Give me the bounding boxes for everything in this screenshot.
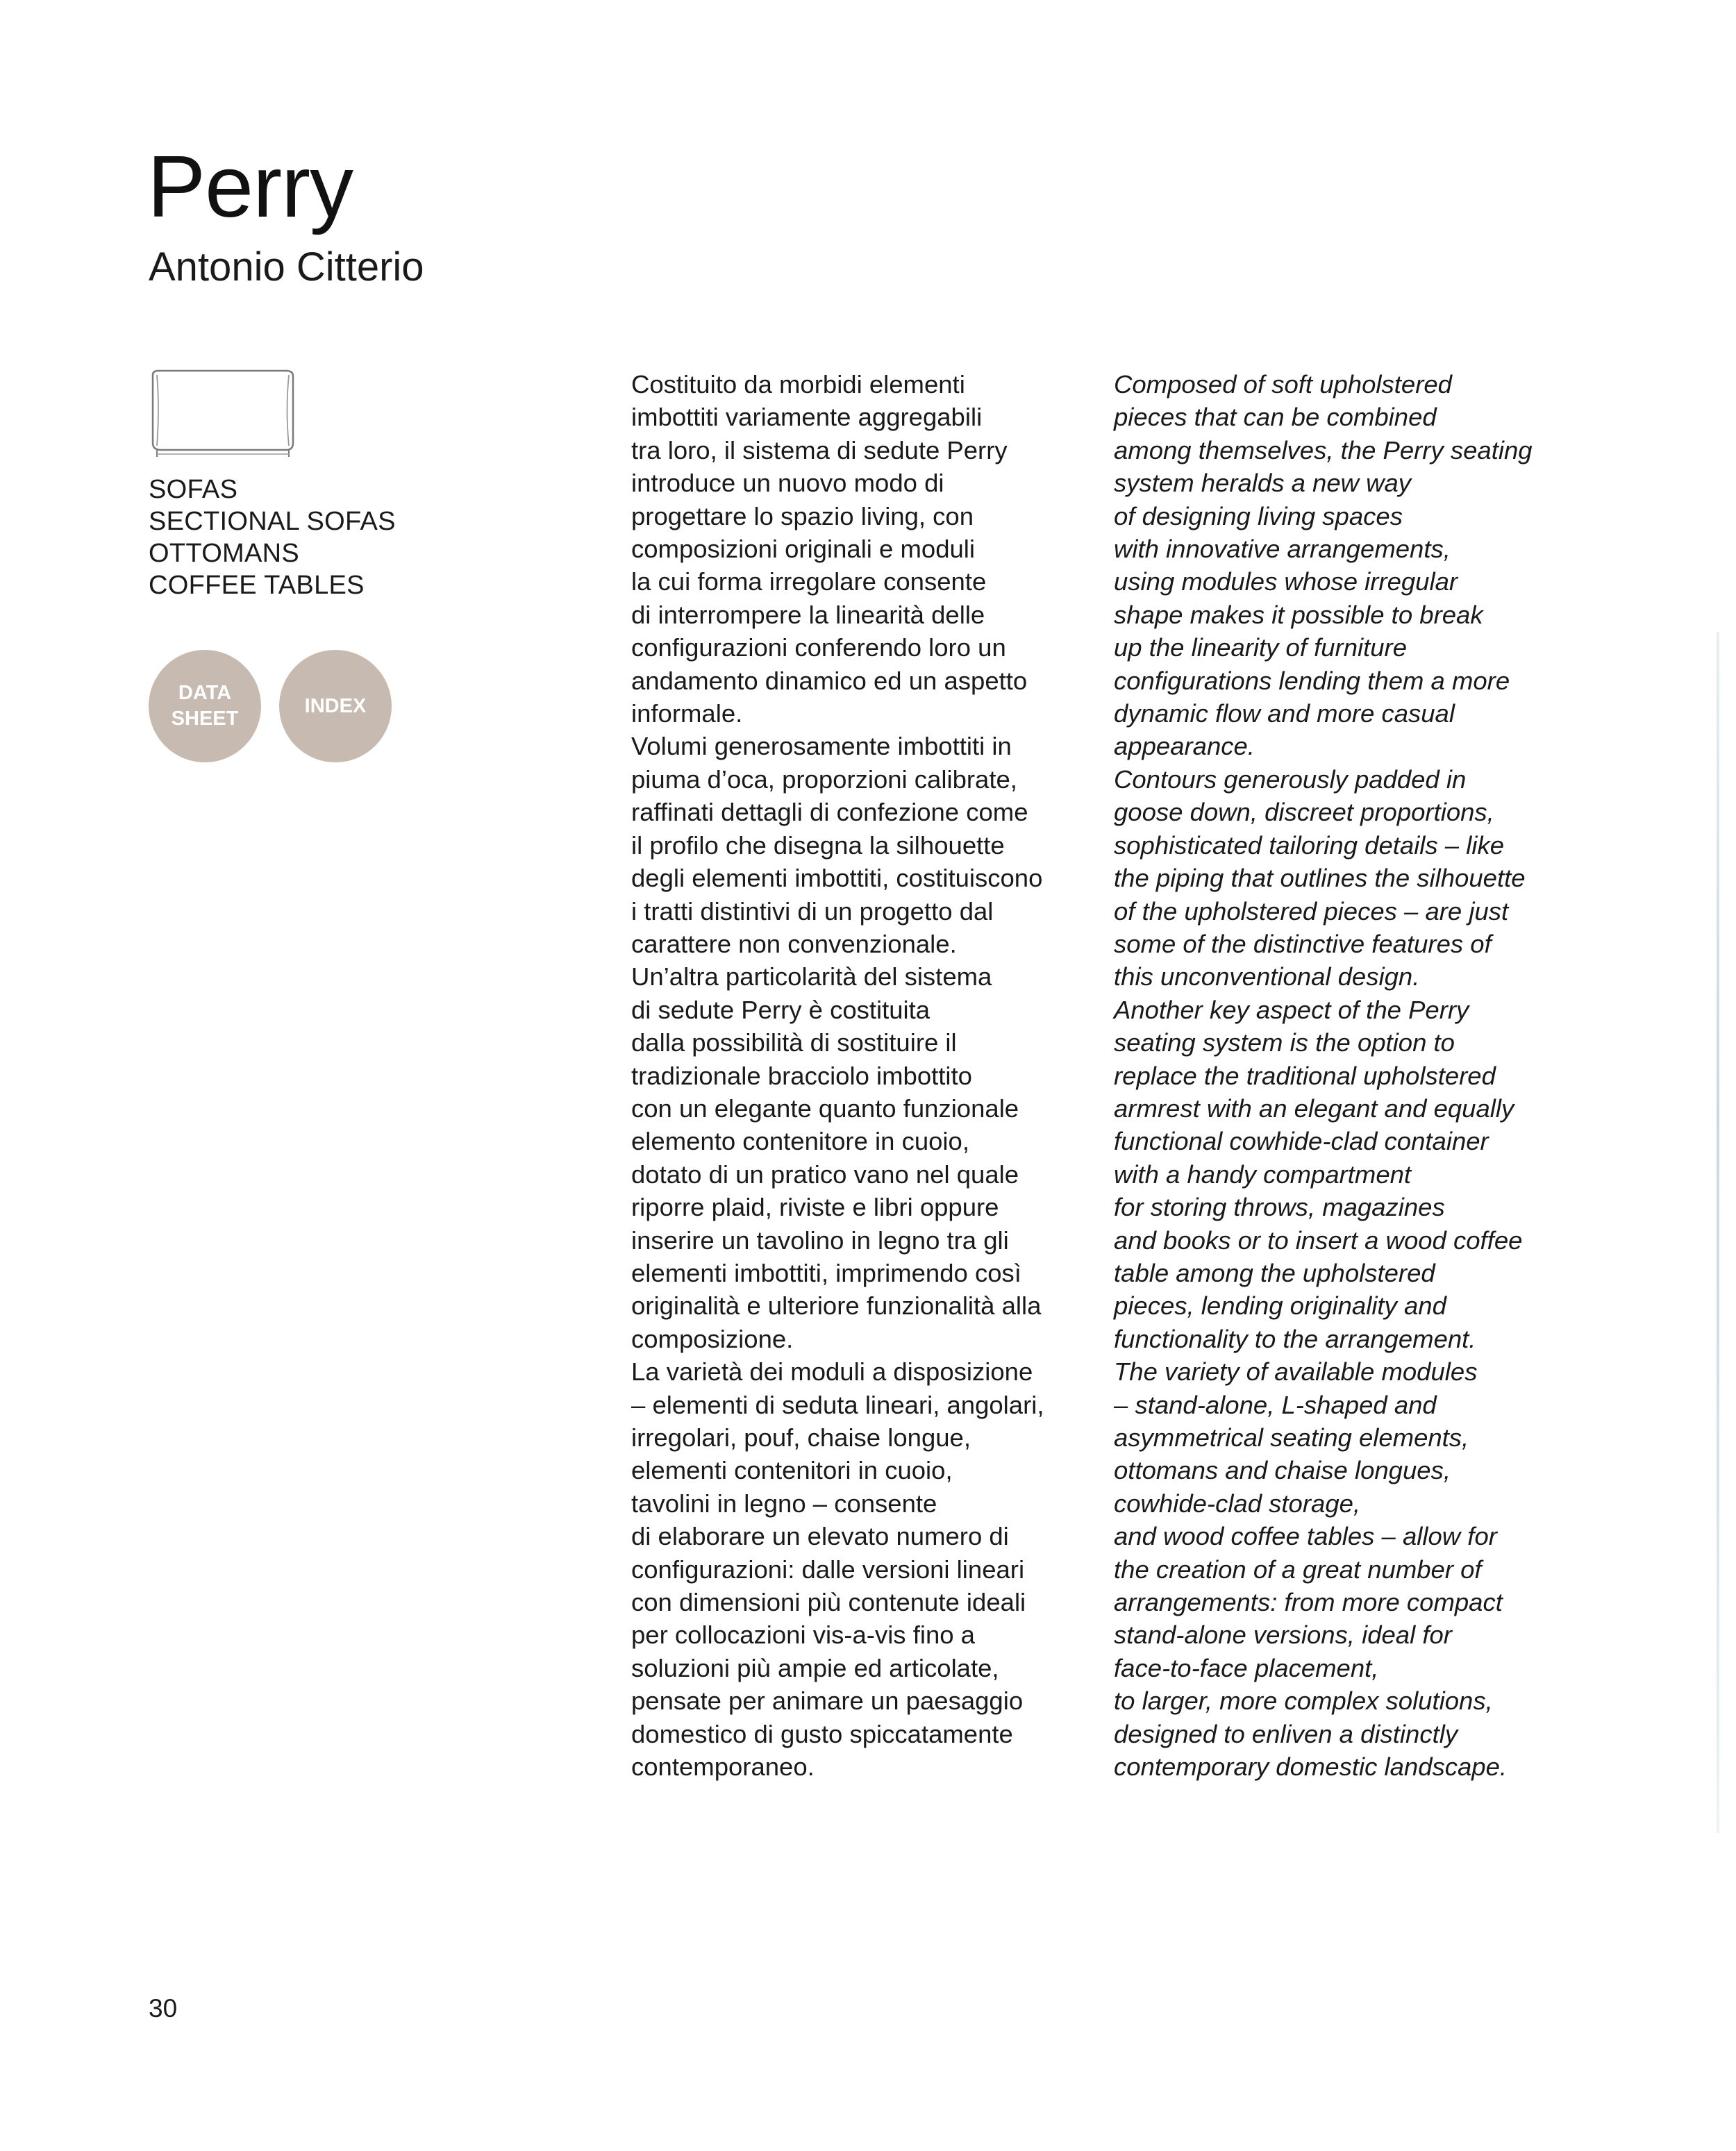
category-sofas: SOFAS [149, 475, 238, 504]
italian-text-line: progettare lo spazio living, con [631, 501, 974, 530]
english-text-line: up the linearity of furniture [1114, 633, 1408, 662]
italian-text-line: configurazioni conferendo loro un [631, 633, 1006, 662]
english-text-line: Composed of soft upholstered [1114, 370, 1452, 399]
english-text-line: and books or to insert a wood coffee [1114, 1225, 1523, 1255]
english-text-line: functionality to the arrangement. [1114, 1324, 1476, 1353]
italian-text-line: tradizionale bracciolo imbottito [631, 1061, 972, 1090]
english-text-line: Another key aspect of the Perry [1114, 995, 1469, 1024]
italian-text-line: Volumi generosamente imbottiti in [631, 732, 1012, 761]
italian-text-line: contemporaneo. [631, 1752, 815, 1782]
english-text-line: pieces, lending originality and [1114, 1291, 1446, 1321]
english-text-line: to larger, more complex solutions, [1114, 1687, 1493, 1716]
english-text-line: sophisticated tailoring details – like [1114, 830, 1505, 860]
italian-text-line: Un’altra particolarità del sistema [631, 962, 992, 991]
english-text-line: cowhide-clad storage, [1114, 1489, 1361, 1518]
italian-text-line: andamento dinamico ed un aspetto [631, 666, 1028, 695]
english-text-line: of the upholstered pieces – are just [1114, 896, 1509, 926]
italian-text-line: con un elegante quanto funzionale [631, 1094, 1019, 1123]
english-text-line: this unconventional design. [1114, 962, 1420, 991]
english-text-line: appearance. [1114, 732, 1255, 761]
english-text-line: asymmetrical seating elements, [1114, 1423, 1469, 1452]
italian-text-line: La varietà dei moduli a disposizione [631, 1357, 1033, 1387]
italian-text-line: di interrompere la linearità delle [631, 600, 985, 629]
designer-name: Antonio Citterio [149, 244, 424, 290]
italian-text-line: la cui forma irregolare consente [631, 567, 987, 596]
italian-text-line: imbottiti variamente aggregabili [631, 403, 983, 432]
english-text-line: ottomans and chaise longues, [1114, 1456, 1451, 1485]
english-text-line: and wood coffee tables – allow for [1114, 1522, 1497, 1551]
category-list [149, 474, 396, 601]
italian-text-line: tavolini in legno – consente [631, 1489, 937, 1518]
english-text-line: configurations lending them a more [1114, 666, 1510, 695]
italian-text-line: riporre plaid, riviste e libri oppure [631, 1193, 999, 1222]
italian-text-line: pensate per animare un paesaggio [631, 1687, 1024, 1716]
italian-text-line: per collocazioni vis-a-vis fino a [631, 1621, 975, 1650]
english-text-line: goose down, discreet proportions, [1114, 798, 1494, 827]
italian-text-line: elemento contenitore in cuoio, [631, 1127, 969, 1156]
english-text-line: dynamic flow and more casual [1114, 699, 1455, 728]
italian-text-line: irregolari, pouf, chaise longue, [631, 1423, 971, 1452]
english-text-line: The variety of available modules [1114, 1357, 1478, 1387]
italian-text-line: configurazioni: dalle versioni lineari [631, 1555, 1025, 1584]
english-text-line: contemporary domestic landscape. [1114, 1752, 1508, 1782]
italian-text-line: dotato di un pratico vano nel quale [631, 1160, 1019, 1189]
italian-text-line: i tratti distintivi di un progetto dal [631, 896, 994, 926]
category-sectional-sofas: SECTIONAL SOFAS [149, 507, 396, 536]
italian-text-line: raffinati dettagli di confezione come [631, 798, 1028, 827]
data-sheet-label [170, 680, 240, 732]
english-text-line: the piping that outlines the silhouette [1114, 864, 1526, 893]
english-description [1114, 368, 1593, 1783]
category-coffee-tables: COFFEE TABLES [149, 571, 365, 600]
italian-text-line: – elementi di seduta lineari, angolari, [631, 1390, 1044, 1419]
italian-text-line: piuma d’oca, proporzioni calibrate, [631, 764, 1017, 794]
italian-text-line: elementi contenitori in cuoio, [631, 1456, 953, 1485]
index-label: INDEX [304, 694, 367, 717]
english-text-line: with a handy compartment [1114, 1160, 1412, 1189]
category-ottomans: OTTOMANS [149, 539, 300, 568]
english-text-line: system heralds a new way [1114, 469, 1412, 498]
english-text-line: table among the upholstered [1114, 1258, 1435, 1287]
italian-text-line: Costituito da morbidi elementi [631, 370, 965, 399]
english-text-line: Contours generously padded in [1114, 764, 1467, 794]
italian-text-line: carattere non convenzionale. [631, 929, 957, 958]
english-text-line: face-to-face placement, [1114, 1653, 1379, 1682]
english-text-line: replace the traditional upholstered [1114, 1061, 1496, 1090]
data-sheet-label-line2: SHEET [171, 708, 239, 730]
italian-description [631, 368, 1103, 1783]
english-text-line: some of the distinctive features of [1114, 929, 1492, 958]
italian-text-line: il profilo che disegna la silhouette [631, 830, 1005, 860]
page-title: Perry [147, 137, 353, 235]
data-sheet-label-line1: DATA [178, 682, 232, 704]
italian-text-line: di elaborare un elevato numero di [631, 1522, 1009, 1551]
italian-text-line: di sedute Perry è costituita [631, 995, 930, 1024]
english-text-line: among themselves, the Perry seating [1114, 435, 1533, 464]
english-text-line: the creation of a great number of [1114, 1555, 1482, 1584]
english-text-line: with innovative arrangements, [1114, 535, 1451, 564]
sofa-outline-icon [147, 368, 300, 462]
italian-text-line: introduce un nuovo modo di [631, 469, 944, 498]
english-text-line: pieces that can be combined [1114, 403, 1437, 432]
page-edge-divider [1717, 632, 1719, 1833]
italian-text-line: composizioni originali e moduli [631, 535, 976, 564]
italian-text-line: informale. [631, 699, 743, 728]
english-text-line: for storing throws, magazines [1114, 1193, 1445, 1222]
italian-text-line: tra loro, il sistema di sedute Perry [631, 435, 1008, 464]
italian-text-line: domestico di gusto spiccatamente [631, 1719, 1013, 1748]
index-button[interactable] [279, 650, 392, 762]
italian-text-line: inserire un tavolino in legno tra gli [631, 1225, 1009, 1255]
data-sheet-button[interactable] [149, 650, 261, 762]
english-text-line: functional cowhide-clad container [1114, 1127, 1489, 1156]
italian-text-line: elementi imbottiti, imprimendo così [631, 1258, 1021, 1287]
english-text-line: armrest with an elegant and equally [1114, 1094, 1514, 1123]
english-text-line: using modules whose irregular [1114, 567, 1458, 596]
italian-text-line: composizione. [631, 1324, 794, 1353]
italian-text-line: originalità e ulteriore funzionalità alla [631, 1291, 1042, 1321]
english-text-line: of designing living spaces [1114, 501, 1403, 530]
english-text-line: shape makes it possible to break [1114, 600, 1483, 629]
english-text-line: designed to enliven a distinctly [1114, 1719, 1458, 1748]
italian-text-line: degli elementi imbottiti, costituiscono [631, 864, 1043, 893]
italian-text-line: dalla possibilità di sostituire il [631, 1028, 957, 1057]
english-text-line: – stand-alone, L-shaped and [1114, 1390, 1437, 1419]
english-text-line: seating system is the option to [1114, 1028, 1455, 1057]
english-text-line: arrangements: from more compact [1114, 1588, 1503, 1617]
page-number: 30 [149, 1994, 178, 2023]
italian-text-line: con dimensioni più contenute ideali [631, 1588, 1026, 1617]
italian-text-line: soluzioni più ampie ed articolate, [631, 1653, 999, 1682]
english-text-line: stand-alone versions, ideal for [1114, 1621, 1452, 1650]
